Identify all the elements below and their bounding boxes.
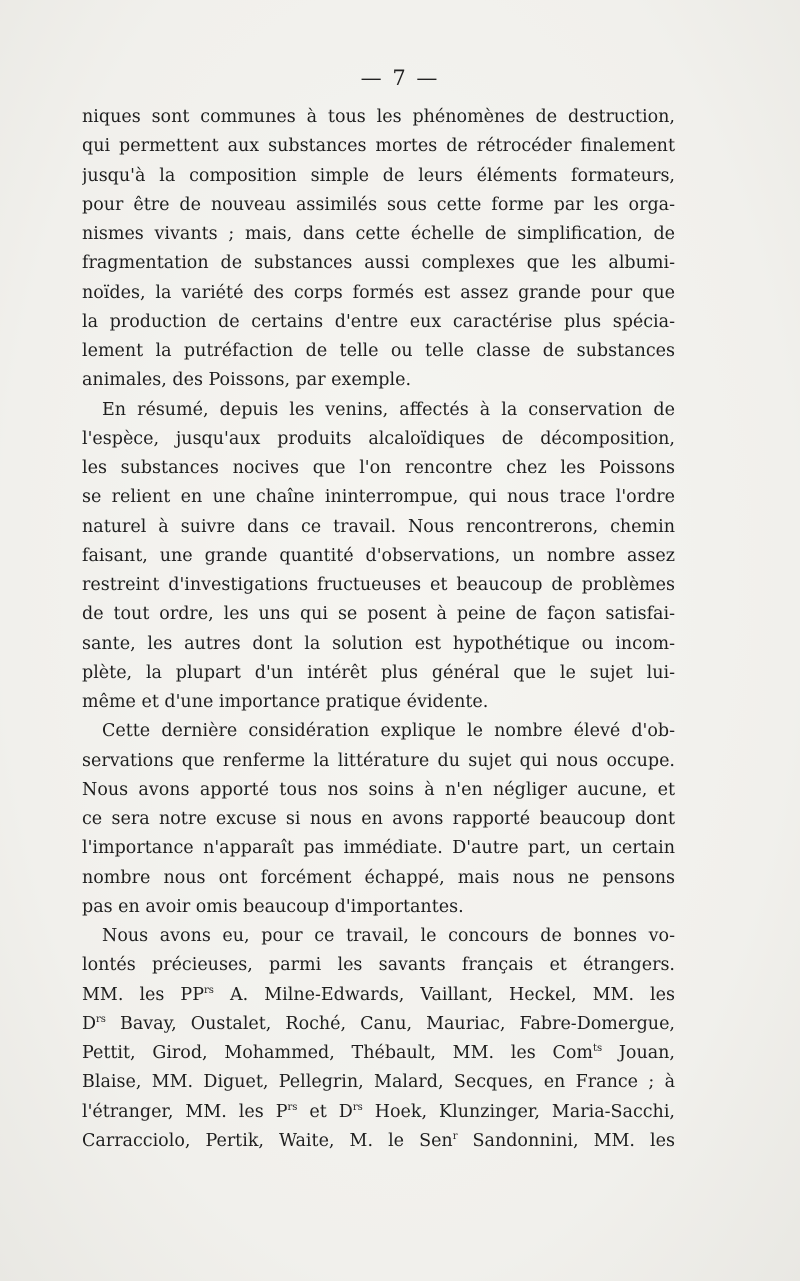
text-line: Nous avons eu, pour ce travail, le concours de bonnes vo- [102, 926, 675, 946]
text-segment: A. Milne-Edwards, Vaillant, Heckel, MM. les [213, 984, 675, 1005]
text-segment: Bavay, Oustalet, Roché, Canu, Mauriac, Fabre-Domergue, [105, 1013, 675, 1034]
text-segment: MM. les PP [82, 984, 204, 1005]
text-line: lontés précieuses, parmi les savants français et étrangers. [82, 955, 675, 976]
paragraph [82, 922, 675, 1156]
text-line: niques sont communes à tous les phénomènes de destruction, [82, 107, 675, 127]
text-line [82, 1127, 675, 1156]
text-line: se relient en une chaîne ininterrompue, qui nous trace l'ordre [82, 487, 675, 508]
superscript-abbrev: rs [203, 984, 214, 996]
text-line: noïdes, la variété des corps formés est assez grande pour que [82, 282, 675, 303]
text-segment: D [82, 1013, 97, 1034]
text-line: pas en avoir omis beaucoup d'importantes. [82, 896, 464, 917]
text-line: l'importance n'apparaît pas immédiate. D'autre part, un certain [82, 838, 675, 859]
text-segment: Jouan, [602, 1043, 675, 1063]
text-line: même et d'une importance pratique évidente. [82, 692, 489, 712]
paragraph [82, 103, 675, 396]
text-line: lement la putréfaction de telle ou telle classe de substances [82, 341, 675, 361]
paragraph [82, 717, 675, 922]
superscript-abbrev: ts [593, 1043, 603, 1054]
page-number: — 7 — [360, 66, 440, 90]
text-segment: Sandonnini, MM. les [457, 1130, 675, 1151]
text-line [82, 1098, 675, 1127]
text-line: Blaise, MM. Diguet, Pellegrin, Malard, Secques, en France ; à [82, 1072, 675, 1093]
text-line [82, 1010, 675, 1039]
body-text [82, 103, 675, 1156]
text-segment: l'étranger, MM. les P [82, 1101, 288, 1122]
text-line [82, 1039, 675, 1068]
text-line: l'espèce, jusqu'aux produits alcaloïdiques de décomposition, [82, 428, 675, 449]
text-line [82, 981, 675, 1010]
text-line: Nous avons apporté tous nos soins à n'en négliger aucune, et [82, 779, 675, 800]
text-line: nismes vivants ; mais, dans cette échelle de simplification, de [82, 224, 675, 244]
text-line: servations que renferme la littérature du sujet qui nous occupe. [82, 750, 675, 771]
text-line: faisant, une grande quantité d'observations, un nombre assez [82, 545, 675, 566]
text-segment: et D [297, 1101, 353, 1122]
text-line: naturel à suivre dans ce travail. Nous rencontrerons, chemin [82, 516, 675, 537]
text-line: les substances nocives que l'on rencontre chez les Poissons [82, 458, 675, 478]
text-line: sante, les autres dont la solution est hypothétique ou incom- [82, 633, 675, 654]
text-line: ce sera notre excuse si nous en avons rapporté beaucoup dont [82, 809, 675, 829]
text-line: fragmentation de substances aussi complexes que les albumi- [82, 253, 675, 274]
paragraph [82, 396, 675, 718]
text-line: la production de certains d'entre eux caractérise plus spécia- [82, 311, 675, 332]
text-segment: Hoek, Klunzinger, Maria-Sacchi, [362, 1101, 675, 1122]
superscript-abbrev: rs [287, 1101, 298, 1113]
text-line: En résumé, depuis les venins, affectés à la conservation de [102, 399, 675, 420]
text-segment: Pettit, Girod, Mohammed, Thébault, MM. les Com [82, 1043, 594, 1063]
text-line: plète, la plupart d'un intérêt plus général que le sujet lui- [82, 662, 675, 683]
superscript-abbrev: rs [96, 1013, 106, 1025]
text-line: de tout ordre, les uns qui se posent à peine de façon satisfai- [82, 604, 675, 625]
text-line: qui permettent aux substances mortes de rétrocéder finalement [82, 136, 675, 157]
text-line: jusqu'à la composition simple de leurs éléments formateurs, [82, 165, 675, 186]
text-segment: Carracciolo, Pertik, Waite, M. le Sen [82, 1130, 453, 1151]
text-line: nombre nous ont forcément échappé, mais nous ne pensons [82, 867, 675, 888]
text-line: Cette dernière considération explique le nombre élevé d'ob- [102, 721, 675, 742]
text-line: restreint d'investigations fructueuses et beaucoup de problèmes [82, 575, 675, 595]
superscript-abbrev: rs [352, 1101, 363, 1113]
text-line: pour être de nouveau assimilés sous cette forme par les orga- [82, 194, 675, 215]
superscript-abbrev: r [452, 1130, 458, 1142]
text-line: animales, des Poissons, par exemple. [82, 370, 412, 391]
